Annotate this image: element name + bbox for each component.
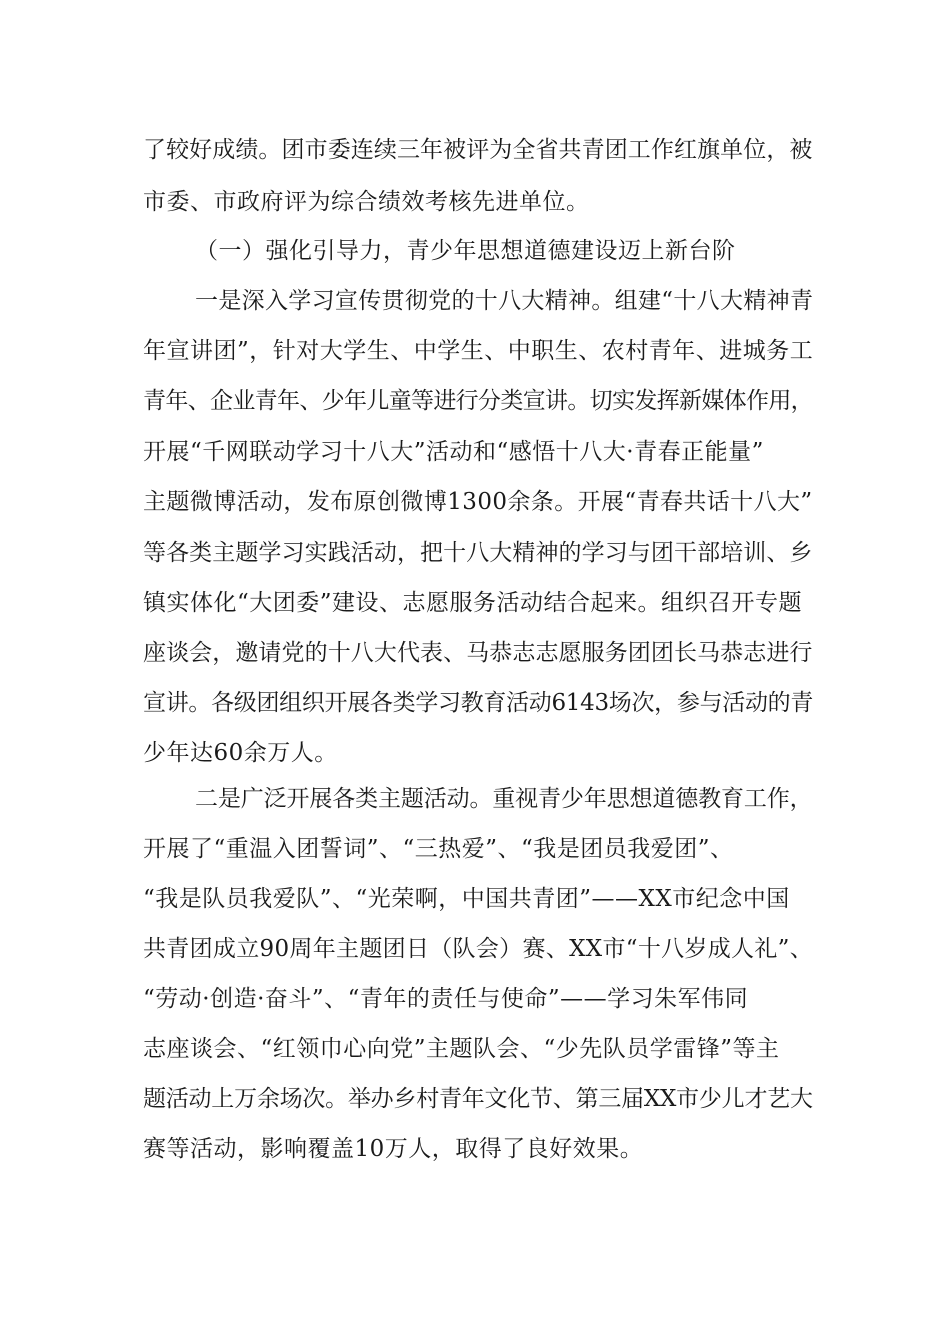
paragraph-1-line-2: 市委、市政府评为综合绩效考核先进单位。 <box>143 189 590 215</box>
paragraph-2-line-2: 年宣讲团”，针对大学生、中学生、中职生、农村青年、进城务工 <box>143 338 813 364</box>
paragraph-2-line-7: 镇实体化“大团委”建设、志愿服务活动结合起来。组织召开专题 <box>143 590 803 616</box>
paragraph-3-line-3: “我是队员我爱队”、“光荣啊，中国共青团”——XX市纪念中国 <box>143 886 790 912</box>
paragraph-2-line-8: 座谈会，邀请党的十八大代表、马恭志志愿服务团团长马恭志进行 <box>143 640 813 666</box>
paragraph-2-line-6: 等各类主题学习实践活动，把十八大精神的学习与团干部培训、乡 <box>143 540 813 566</box>
section-heading: （一）强化引导力，青少年思想道德建设迈上新台阶 <box>195 238 736 264</box>
paragraph-3-line-1: 二是广泛开展各类主题活动。重视青少年思想道德教育工作， <box>195 786 813 812</box>
paragraph-3-line-4: 共青团成立90周年主题团日（队会）赛、XX市“十八岁成人礼”、 <box>143 936 813 962</box>
paragraph-2-line-1: 一是深入学习宣传贯彻党的十八大精神。组建“十八大精神青 <box>195 288 813 314</box>
paragraph-3-line-8: 赛等活动，影响覆盖10万人，取得了良好效果。 <box>143 1136 644 1162</box>
paragraph-3-line-7: 题活动上万余场次。举办乡村青年文化节、第三届XX市少儿才艺大 <box>143 1086 813 1112</box>
paragraph-3-line-6: 志座谈会、“红领巾心向党”主题队会、“少先队员学雷锋”等主 <box>143 1036 780 1062</box>
paragraph-2-line-5: 主题微博活动，发布原创微博1300余条。开展“青春共话十八大” <box>143 489 813 515</box>
paragraph-2-line-9: 宣讲。各级团组织开展各类学习教育活动6143场次，参与活动的青 <box>143 690 813 716</box>
paragraph-2-line-4: 开展“千网联动学习十八大”活动和“感悟十八大·青春正能量” <box>143 439 764 465</box>
paragraph-3-line-2: 开展了“重温入团誓词”、“三热爱”、“我是团员我爱团”、 <box>143 836 734 862</box>
paragraph-2-line-3: 青年、企业青年、少年儿童等进行分类宣讲。切实发挥新媒体作用， <box>143 388 813 414</box>
paragraph-1-line-1: 了较好成绩。团市委连续三年被评为全省共青团工作红旗单位，被 <box>143 137 813 163</box>
paragraph-3-line-5: “劳动·创造·奋斗”、“青年的责任与使命”——学习朱军伟同 <box>143 986 749 1012</box>
paragraph-2-line-10: 少年达60余万人。 <box>143 740 338 766</box>
